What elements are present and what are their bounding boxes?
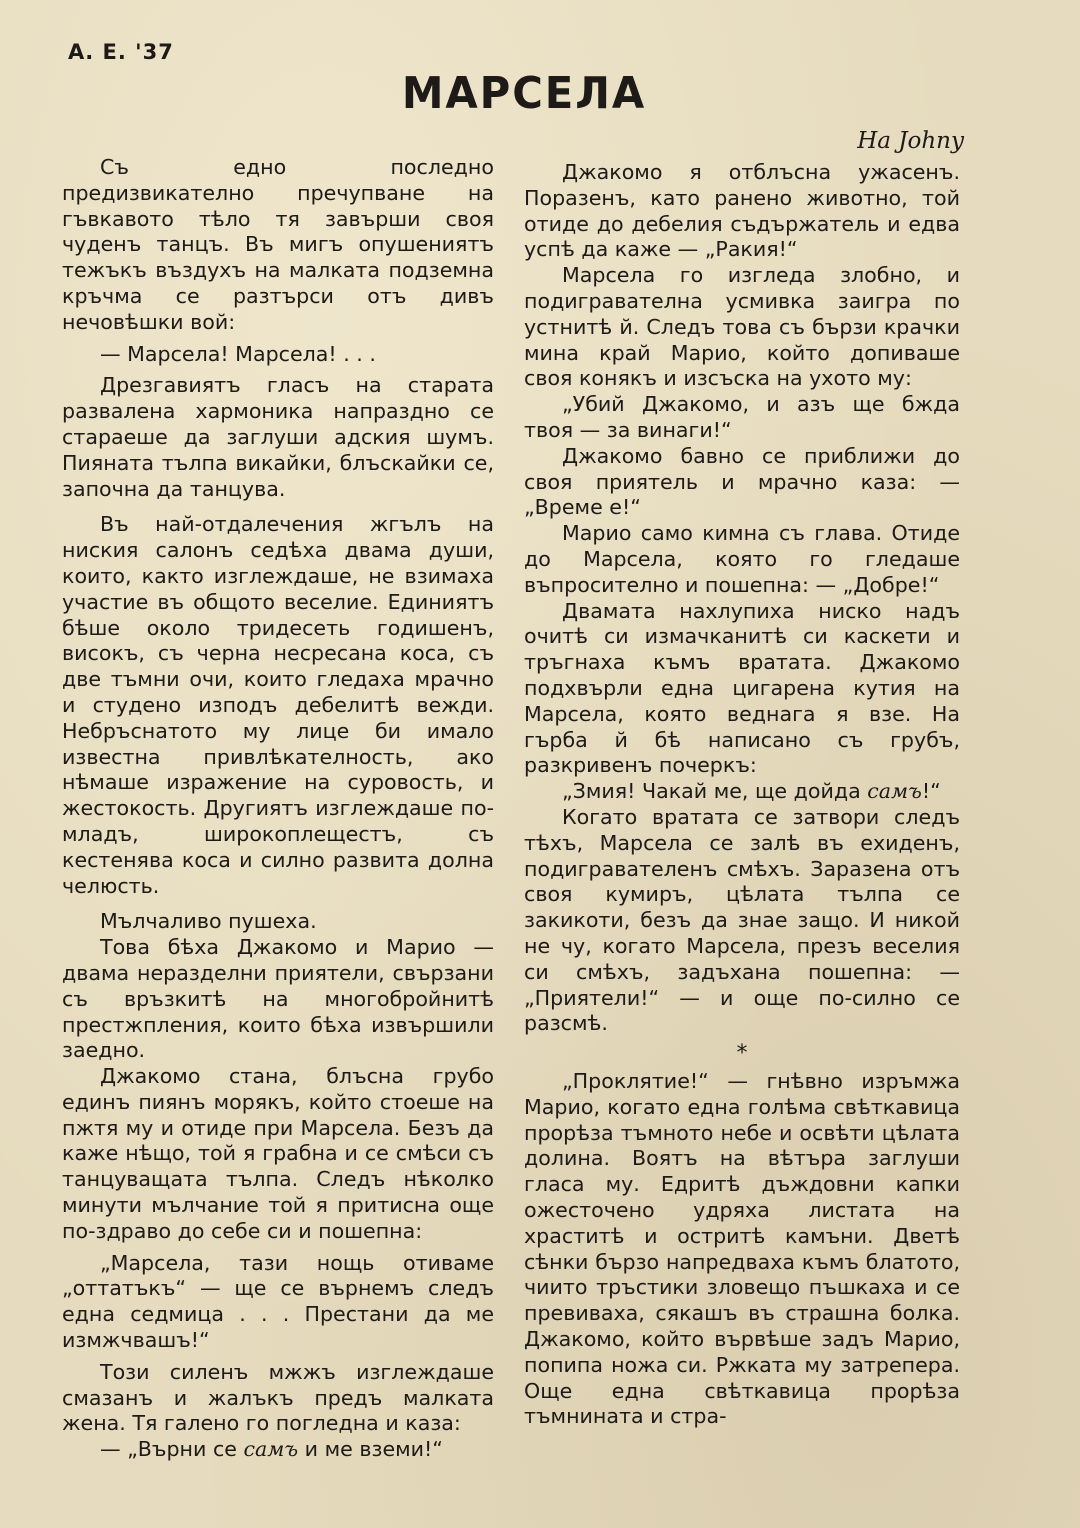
paragraph: Дрезгавиятъ гласъ на старата развалена хармоника напраздно се стараеше да заглуши адския шумъ. Пияната тълпа викайки, блъскайки се, започна да танцува.: [62, 373, 494, 501]
paragraph: Съ едно последно предизвикателно пречупване на гъвкавото тѣло тя завърши своя чуденъ танцъ. Въ мигъ опушениятъ тежъкъ въздухъ на малката подземна кръчма се разтърси отъ дивъ нечовѣшки вой:: [62, 155, 494, 334]
paragraph: Въ най-отдалечения жгълъ на ниския салонъ седѣха двама души, които, както изглеждаше, не взимаха участие въ общото веселие. Единиятъ бѣше около тридесеть годишенъ, високъ, съ черна несресана коса, съ две тъмни очи, които гледаха мрачно и студено изподъ дебелитѣ вежди. Небръснатото му лице би имало известна привлѣкателность, ако нѣмаше изражение на суровость, и жестокость. Другиятъ изглеждаше по-младъ, широкоплещестъ, съ кестенява коса и силно развита долна челюсть.: [62, 512, 494, 898]
paragraph: — Марсела! Марсела! . . .: [100, 341, 376, 366]
paragraph: Този силенъ мжжъ изглеждаше смазанъ и жалъкъ предъ малката жена. Тя галено го погледна и каза:: [62, 1359, 494, 1436]
header-label: А. Е. '37: [68, 40, 174, 64]
paragraph: Мълчаливо пушеха.: [100, 909, 317, 934]
left-column: [62, 155, 494, 1463]
text-run: „Змия! Чакай ме, ще дойда: [562, 779, 868, 804]
paragraph: „Проклятие!“ — гнѣвно изръмжа Марио, когато една голѣма свѣткавица прорѣза тъмното небе и освѣти цѣлата долина. Воятъ на вѣтъра заглуши гласа му. Едритѣ дъждовни капки ожесточено удряха листата на храститѣ и остритѣ камъни. Дветѣ сѣнки бързо напредваха къмъ блатото, чиито тръстики зловещо пъшкаха и се превиваха, сякашъ въ страшна болка. Джакомо, който вървѣше задъ Марио, попипа ножа си. Ржката му затрепера. Още една свѣткавица прорѣза тъмнината и стра-: [524, 1069, 960, 1429]
paragraph: Джакомо стана, блъсна грубо единъ пиянъ морякъ, който стоеше на пжтя му и отиде при Марсела. Безъ да каже нѣщо, той я грабна и се смѣси съ танцуващата тълпа. Следъ нѣколко минути мълчание той я притисна още по-здраво до себе си и пошепна:: [62, 1064, 494, 1243]
paragraph: Когато вратата се затвори следъ тѣхъ, Марсела се залѣ въ ехиденъ, подигравателенъ смѣхъ. Заразена отъ своя кумиръ, цѣлата тълпа се закикоти, безъ да знае защо. И никой не чу, когато Марсела, презъ веселия си смѣхъ, задъхана пошепна: — „Приятели!“ — и още по-силно се разсмѣ.: [524, 804, 960, 1036]
paragraph: „Убий Джакомо, и азъ ще бжда твоя — за винаги!“: [524, 392, 960, 442]
paragraph: Марио само кимна съ глава. Отиде до Марсела, която го гледаше въпросително и пошепна: — „Добре!“: [524, 521, 960, 597]
text-run: !“: [921, 779, 941, 804]
paragraph: Двамата нахлупиха ниско надъ очитѣ си измачканитѣ си каскети и тръгнаха къмъ вратата. Джакомо подхвърли една цигарена кутия на Марсела, която веднага я взе. На гърба й бѣ написано съ грубъ, разкривенъ почеркъ:: [524, 598, 960, 778]
emphasis: самъ: [243, 1437, 299, 1462]
paragraph: [62, 1437, 494, 1463]
paragraph: [524, 779, 960, 805]
dedication: На Johny: [857, 128, 964, 154]
paragraph: Джакомо бавно се приближи до своя приятель и мрачно каза: — „Време е!“: [524, 443, 960, 520]
paragraph: „Марсела, тази нощь отиваме „оттатъкъ“ — ще се върнемъ следъ една седмица . . . Престани да ме измжчвашъ!“: [62, 1250, 494, 1353]
text-run: и ме вземи!“: [298, 1437, 443, 1462]
text-run: — „Върни се: [100, 1437, 244, 1462]
paragraph: Джакомо я отблъсна ужасенъ. Поразенъ, като ранено животно, той отиде до дебелия съдържатель и едва успѣ да каже — „Ракия!“: [524, 160, 960, 262]
story-title: МАРСЕЛА: [401, 68, 647, 119]
paragraph: Марсела го изгледа злобно, и подигравателна усмивка заигра по устнитѣ й. Следъ това съ бързи крачки мина край Марио, който допиваше своя конякъ и изсъска на ухото му:: [524, 263, 960, 391]
right-column: [524, 160, 960, 1430]
section-separator: *: [736, 1041, 748, 1067]
emphasis: самъ: [867, 779, 922, 804]
paragraph: Това бѣха Джакомо и Марио — двама неразделни приятели, свързани съ връзкитѣ на многобройнитѣ престжпления, които бѣха извършили заедно.: [62, 935, 494, 1063]
